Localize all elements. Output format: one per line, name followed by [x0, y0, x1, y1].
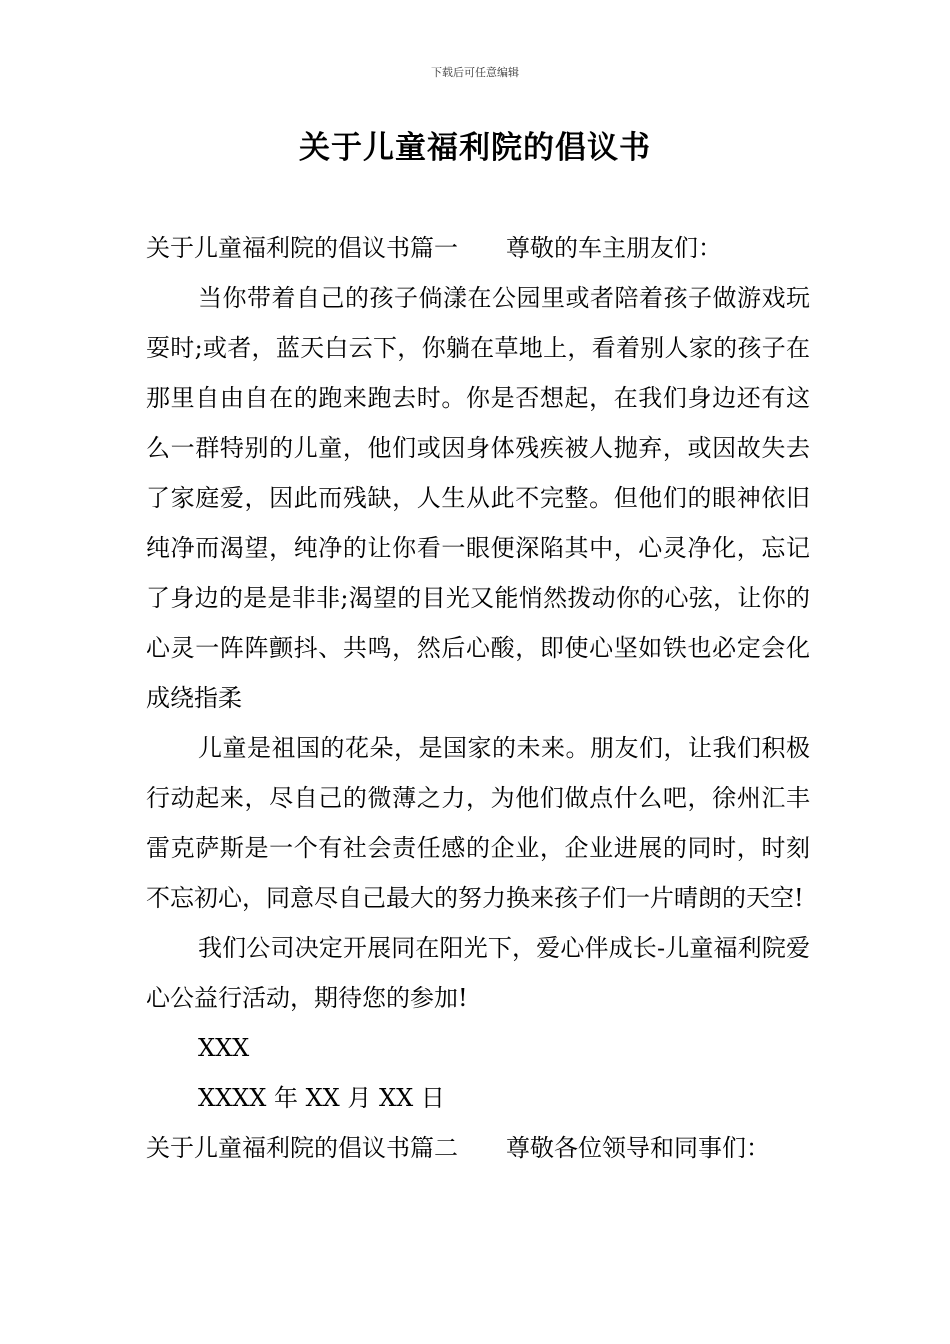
salutation: 尊敬各位领导和同事们： [506, 1134, 770, 1162]
paragraph: 儿童是祖国的花朵，是国家的未来。朋友们，让我们积极行动起来，尽自己的微薄之力，为他们做点什么吧，徐州汇丰雷克萨斯是一个有社会责任感的企业，企业进展的同时，时刻不忘初心，同意尽自己最大的努力换来孩子们一片晴朗的天空! [146, 734, 810, 912]
paragraph: 我们公司决定开展同在阳光下，爱心伴成长-儿童福利院爱心公益行活动，期待您的参加! [146, 934, 810, 1012]
signature: XXX [198, 1034, 250, 1062]
section-heading-2 [146, 1123, 810, 1173]
section-heading-text: 关于儿童福利院的倡议书篇二 [146, 1134, 458, 1162]
header-note: 下载后可任意编辑 [431, 66, 519, 79]
document-body [146, 223, 810, 1173]
salutation: 尊敬的车主朋友们： [506, 234, 722, 262]
paragraph: 当你带着自己的孩子倘漾在公园里或者陪着孩子做游戏玩耍时;或者，蓝天白云下，你躺在草地上，看着别人家的孩子在那里自由自在的跑来跑去时。你是否想起，在我们身边还有这么一群特别的儿童，他们或因身体残疾被人抛弃，或因故失去了家庭爱，因此而残缺，人生从此不完整。但他们的眼神依旧纯净而渴望，纯净的让你看一眼便深陷其中，心灵净化，忘记了身边的是是非非;渴望的目光又能悄然拨动你的心弦，让你的心灵一阵阵颤抖、共鸣，然后心酸，即使心坚如铁也必定会化成绕指柔 [146, 284, 810, 712]
date: XXXX 年 XX 月 XX 日 [198, 1084, 445, 1112]
document-title: 关于儿童福利院的倡议书 [299, 130, 651, 166]
section-heading-1 [146, 223, 810, 273]
section-heading-text: 关于儿童福利院的倡议书篇一 [146, 234, 458, 262]
